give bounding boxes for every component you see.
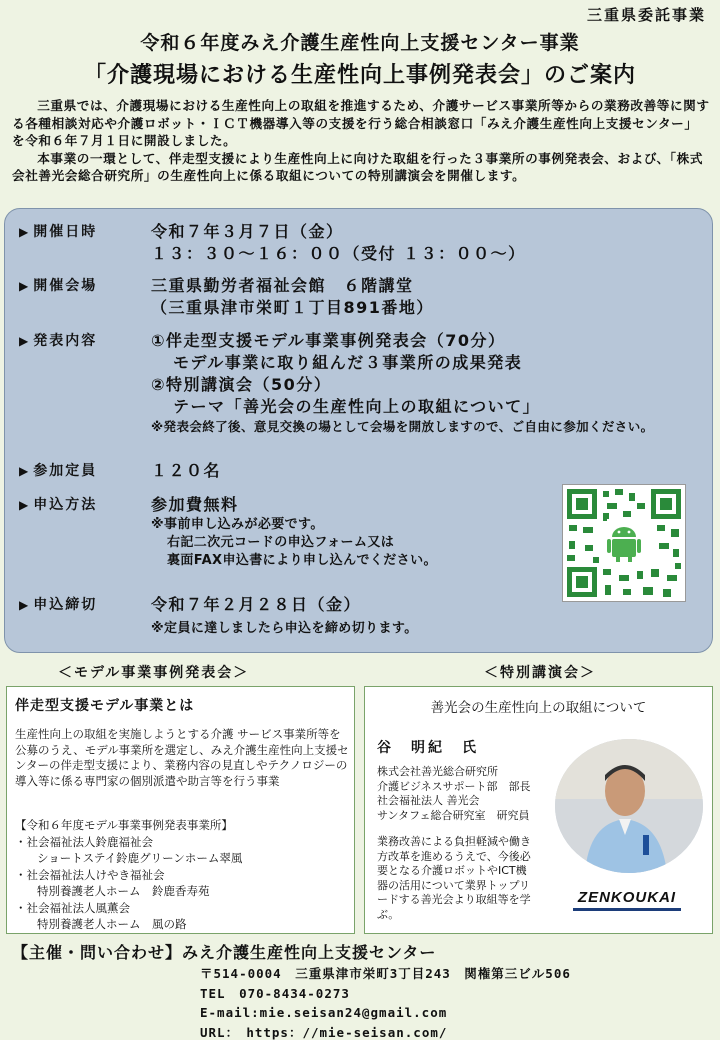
model-section-header: ＜モデル事業事例発表会＞ [58,665,250,681]
date-value: 令和７年３月７日（金） [151,222,344,241]
footer-email[interactable]: E-mail:mie.seisan24@gmail.com [200,1005,448,1020]
content-item-1: ①伴走型支援モデル事業事例発表会（70分） [151,331,506,350]
intro-paragraph-2: 本事業の一環として、伴走型支援により生産性向上に向けた取組を行った３事業所の事例発表会、および、「株式会社善光会総合研究所」の生産性向上に係る取組についての特別講演会を開催します。 [12,150,704,183]
method-row [19,494,437,570]
capacity-value: １２０名 [151,461,222,480]
model-section-box [6,686,355,934]
venue-row [19,275,434,319]
method-qr-text: 右記二次元コードの申込フォーム又は [167,535,395,550]
list-item: ・社会福祉法人鈴鹿福祉会 [15,834,153,849]
footer-url[interactable]: URL： https：//mie-seisan.com/ [200,1024,448,1040]
deadline-row [19,594,418,638]
capacity-row [19,460,221,482]
intro-paragraph-1: 三重県では、介護現場における生産性向上の取組を推進するため、介護サービス事業所等からの業務改善等に関する各種相談対応や介護ロボット・ＩＣＴ機器導入等の支援を行う総合相談窓口「みえ介護生産性向上支援センター」を令和６年７月１日に開設しました。 [12,98,710,148]
date-row [19,221,526,265]
affiliation-line: 株式会社善光総合研究所 [377,765,498,778]
model-heading: 伴走型支援モデル事業とは [15,698,195,714]
content-note: ※発表会終了後、意見交換の場として会場を開放しますので、ご自由に参加ください。 [151,419,654,434]
venue-label: 開催会場 [33,278,98,294]
venue-address: （三重県津市栄町１丁目891番地） [151,298,434,317]
method-label: 申込方法 [33,497,98,513]
footer-contact [200,964,571,1040]
speaker-photo [555,739,703,873]
page-subtitle: 「介護現場における生産性向上事例発表会」のご案内 [83,63,636,88]
capacity-label: 参加定員 [33,463,98,479]
content-label: 発表内容 [33,333,98,349]
special-heading: 善光会の生産性向上の取組について [430,700,647,716]
deadline-note: ※定員に達しましたら申込を締め切ります。 [151,621,418,636]
model-description: 生産性向上の取組を実施しようとする介護 サービス事業所等を公募のうえ、モデル事業所を選定し、みえ介護生産性向上支援センターの伴走型支援により、業務内容の見直しやテクノロジーの導入等に係る専門家の個別派遣や助言等を行う事業 [15,727,349,788]
date-label: 開催日時 [33,224,98,240]
commissioned-label: 三重県委託事業 [586,6,706,24]
list-item-facility: 特別養護老人ホーム 鈴鹿香寿苑 [37,884,210,898]
list-item-facility: 特別養護老人ホーム 風の路 [37,917,187,931]
affiliation-line: サンタフェ総合研究室 研究員 [377,808,530,822]
intro-text [12,97,710,185]
list-item-facility: ショートステイ鈴鹿グリーンホーム翠風 [37,851,243,865]
model-office-list [15,817,242,933]
triangle-right-icon: ▶ [19,279,31,293]
list-item: ・社会福祉法人けやき福祉会 [15,867,165,882]
list-item: ・社会福祉法人風薫会 [15,900,130,915]
content-row [19,330,654,436]
fee-free: 参加費無料 [151,495,239,514]
zenkoukai-logo: ZENKOUKAI [573,889,681,911]
method-fax-text: 裏面FAX申込書により申し込んでください。 [167,553,437,568]
content-item-2-theme: テーマ「善光会の生産性向上の取組について」 [173,397,541,416]
deadline-value: 令和７年２月２８日（金） [151,595,362,614]
affiliation-line: 社会福祉法人 善光会 [377,794,480,807]
lecture-summary: 業務改善による負担軽減や働き方改革を進めるうえで、今後必要となる介護ロボットやICT機器の活用について業界トップリードする善光会より取組等を学ぶ。 [377,835,531,921]
footer-tel: TEL 070-8434-0273 [200,985,350,1001]
triangle-right-icon: ▶ [19,334,31,348]
footer-organizer: 【主催・問い合わせ】みえ介護生産性向上支援センター [12,943,437,962]
qr-code-icon [563,485,685,601]
content-item-1-detail: モデル事業に取り組んだ３事業所の成果発表 [173,353,523,372]
deadline-label: 申込締切 [33,597,98,613]
footer-address: 〒514-0004 三重県津市栄町3丁目243 関権第三ビル506 [200,966,571,981]
speaker-affiliation [377,765,530,823]
special-section-box [364,686,713,934]
triangle-right-icon: ▶ [19,598,31,612]
content-item-2: ②特別講演会（50分） [151,375,332,394]
page-title: 令和６年度みえ介護生産性向上支援センター事業 [140,32,580,54]
triangle-right-icon: ▶ [19,498,31,512]
android-icon [607,519,641,563]
time-value: １３：３０～１６：００（受付 １３：００～） [151,244,526,263]
triangle-right-icon: ▶ [19,225,31,239]
method-note: ※事前申し込みが必要です。 [151,517,324,532]
qr-code[interactable] [562,484,686,602]
speaker-name: 谷 明紀 氏 [377,740,479,756]
special-section-header: ＜特別講演会＞ [484,665,596,681]
model-list-title: 【令和６年度モデル事業事例発表事業所】 [15,818,233,832]
triangle-right-icon: ▶ [19,464,31,478]
venue-name: 三重県勤労者福祉会館 ６階講堂 [151,276,414,295]
affiliation-line: 介護ビジネスサポート部 部長 [377,779,531,793]
speaker-portrait-icon [555,739,703,873]
